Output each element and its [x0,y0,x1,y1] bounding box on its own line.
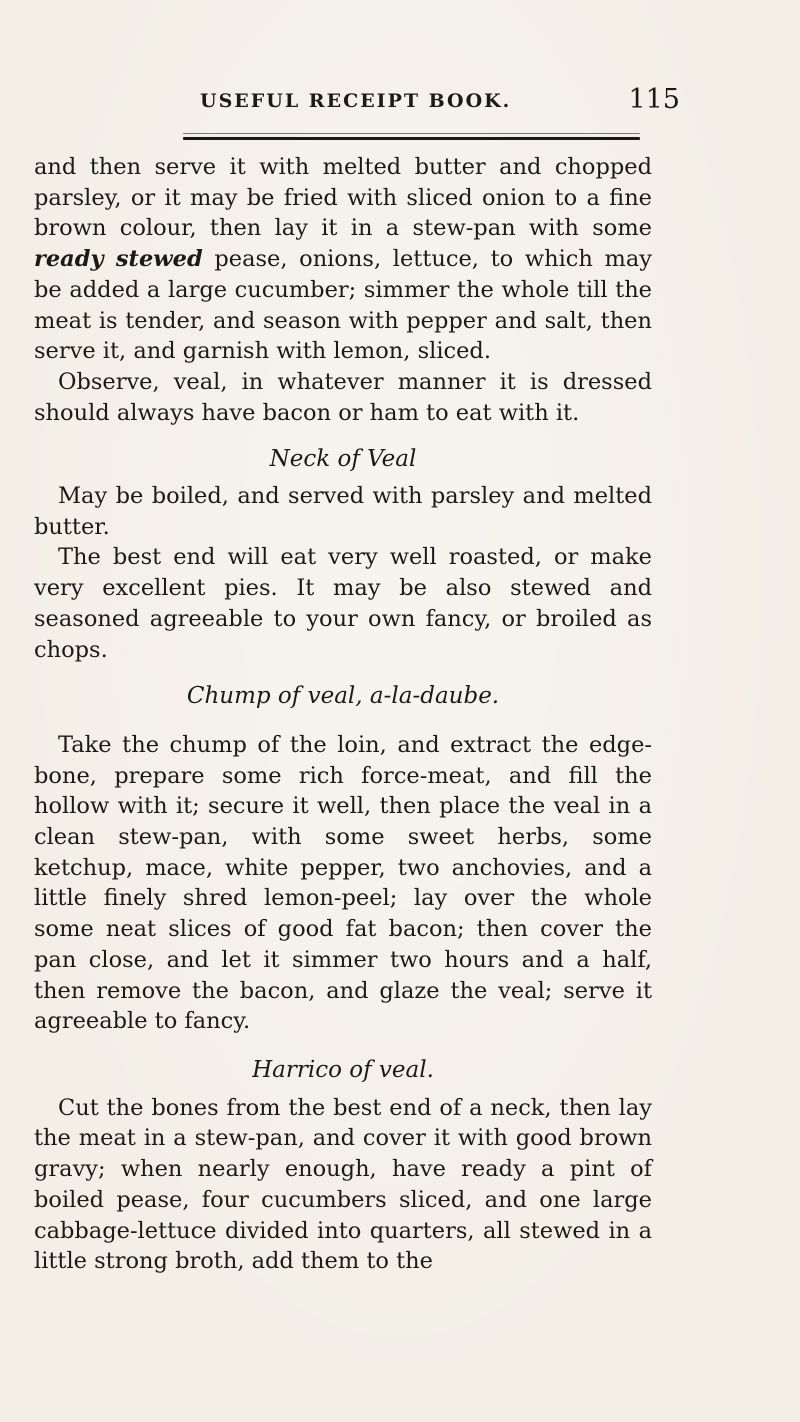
running-title: USEFUL RECEIPT BOOK. [200,90,512,112]
page-text [34,152,652,1277]
paragraph-continuation [34,152,652,367]
paragraph-chump-recipe: Take the chump of the loin, and extract the edge-bone, prepare some rich force-meat, and fill the hollow with it; secure it well, then place the veal in a clean stew-pan, with some sweet herbs, some ketchup, mace, white pepper, two anchovies, and a little finely shred lemon-peel; lay over the whole some neat slices of good fat bacon; then cover the pan close, and let it simmer two hours and a half, then remove the bacon, and glaze the veal; serve it agreeable to fancy. [34,731,652,1035]
header-rule [183,137,640,140]
emphasis-ready-stewed: ready stewed [34,246,203,273]
page-number: 115 [628,84,680,115]
paragraph-text: pease, onions, lettuce, to which may be added a large cucumber; simmer the whole till the meat is tender, and season with pepper and salt, then serve it, and garnish with lemon, sliced. [34,246,652,365]
paragraph-neck-boiled: May be boiled, and served with parsley and melted butter. [34,483,652,540]
paragraph-harrico-recipe: Cut the bones from the best end of a neck, then lay the meat in a stew-pan, and cover it with good brown gravy; when nearly enough, have ready a pint of boiled pease, four cucumbers sliced, and one large cabbage-lettuce divided into quarters, all stewed in a little strong broth, add them to the [34,1094,652,1275]
section-heading-chump-of-veal: Chump of veal, a-la-daube. [186,683,500,710]
running-head [200,84,680,120]
paragraph-text: and then serve it with melted butter and chopped parsley, or it may be fried with sliced onion to a fine brown colour, then lay it in a stew-pan with some [34,154,652,242]
paragraph-observe: Observe, veal, in whatever manner it is dressed should always have bacon or ham to eat with it. [34,368,652,426]
section-heading-harrico-of-veal: Harrico of veal. [252,1056,434,1083]
section-heading-neck-of-veal: Neck of Veal [269,446,417,473]
header-rule-thin [183,133,640,134]
paragraph-best-end: The best end will eat very well roasted, or make very excellent pies. It may be also stewed and seasoned agreeable to your own fancy, or broiled as chops. [34,544,652,663]
